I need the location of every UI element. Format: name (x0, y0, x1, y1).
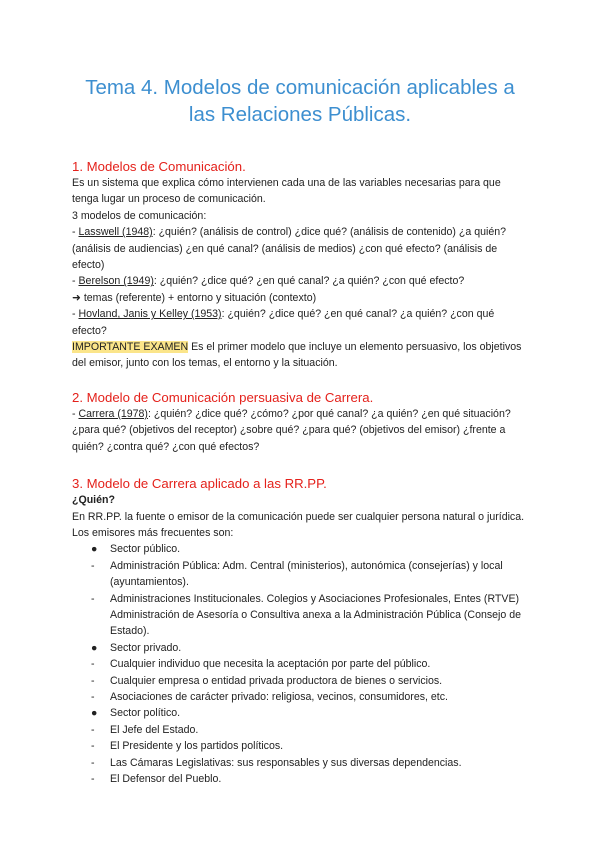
list-item (91, 738, 528, 754)
list-item-text: El Jefe del Estado. (110, 723, 199, 736)
list-item-text: Sector público. (110, 543, 181, 556)
dash-marker: - (91, 658, 95, 671)
model-carrera: - Carrera (1978): ¿quién? ¿dice qué? ¿cómo? ¿por qué canal? ¿a quién? ¿en qué situación? ¿para qué? (objetivos del receptor) ¿sobre qué? ¿para qué? (objetivos del emisor) ¿frente a quién? ¿contra qué? ¿con qué efectos? (72, 407, 511, 453)
dash-marker: - (91, 690, 95, 703)
list-item (91, 705, 528, 721)
title-line-2: las Relaciones Públicas. (188, 103, 412, 126)
hovland-reference: Hovland, Janis y Kelley (1953) (78, 308, 222, 321)
list-item-text: Administración Pública: Adm. Central (ministerios), autonómica (consejerías) y local (ayuntamientos). (110, 559, 503, 589)
list-item (91, 689, 528, 705)
section-2-heading: 2. Modelo de Comunicación persuasiva de Carrera. (72, 389, 374, 405)
bullet-marker: ● (91, 543, 98, 556)
important-text: Es el primer modelo que incluye un elemento persuasivo, los objetivos del emisor, junto con los temas, el entorno y la situación. (72, 341, 522, 370)
list-item-text: El Defensor del Pueblo. (110, 773, 222, 785)
dash-marker: - (91, 756, 95, 769)
lasswell-text: : ¿quién? (análisis de control) ¿dice qué? (análisis de contenido) ¿a quién? (análisis de audiencias) ¿en qué canal? (análisis de medios) ¿con qué efecto? (análisis de efecto) (72, 226, 507, 272)
dash-marker: - (91, 674, 95, 687)
list-item (91, 591, 528, 640)
dash-marker: - (91, 559, 95, 572)
berelson-text: : ¿quién? ¿dice qué? ¿en qué canal? ¿a quién? ¿con qué efecto? (153, 275, 465, 288)
berelson-reference: Berelson (1949) (78, 275, 154, 288)
list-item-text: Cualquier individuo que necesita la aceptación por parte del público. (110, 658, 431, 671)
list-item (91, 541, 528, 557)
list-item-text: Las Cámaras Legislativas: sus responsables y sus diversas dependencias. (110, 756, 462, 769)
important-note (72, 339, 528, 372)
list-item-text: Cualquier empresa o entidad privada productora de bienes o servicios. (110, 674, 443, 687)
list-item (91, 673, 528, 689)
dash-marker: - (91, 740, 95, 753)
section-1-count: 3 modelos de comunicación: (72, 209, 207, 222)
list-item-text: Sector político. (110, 707, 181, 720)
emitters-list (72, 541, 528, 787)
list-item (91, 558, 528, 591)
list-item (91, 640, 528, 656)
model-lasswell: - Lasswell (1948): ¿quién? (análisis de control) ¿dice qué? (análisis de contenido) ¿a quién? (análisis de audiencias) ¿en qué canal? (análisis de medios) ¿con qué efecto? (análisis de efecto) (72, 226, 507, 272)
berelson-arrow-note: ➜ temas (referente) + entorno y situación (contexto) (72, 291, 317, 304)
dash-marker: - (91, 592, 95, 605)
model-hovland: - Hovland, Janis y Kelley (1953): ¿quién? ¿dice qué? ¿en qué canal? ¿a quién? ¿con qué efecto? (72, 308, 495, 337)
section-1-heading: 1. Modelos de Comunicación. (72, 159, 246, 174)
list-item (91, 771, 528, 787)
model-berelson: - Berelson (1949): ¿quién? ¿dice qué? ¿en qué canal? ¿a quién? ¿con qué efecto? (72, 275, 465, 288)
dash-marker: - (91, 773, 95, 785)
lasswell-reference: Lasswell (1948) (78, 226, 153, 239)
list-item-text: El Presidente y los partidos políticos. (110, 740, 284, 753)
important-exam-highlight: IMPORTANTE EXAMEN (72, 341, 189, 354)
bullet-marker: ● (91, 707, 98, 720)
title-line-1: Tema 4. Modelos de comunicación aplicables a (85, 76, 515, 99)
dash-marker: - (91, 723, 95, 736)
hovland-text: : ¿quién? ¿dice qué? ¿en qué canal? ¿a quién? ¿con qué efecto? (72, 308, 495, 337)
carrera-text: : ¿quién? ¿dice qué? ¿cómo? ¿por qué canal? ¿a quién? ¿en qué situación? ¿para qué? (objetivos del receptor) ¿sobre qué? ¿para qué? (objetivos del emisor) ¿frente a quién? ¿contra qué? ¿con qué efectos? (72, 407, 511, 453)
document-title (72, 0, 528, 128)
list-item-text: Administraciones Institucionales. Colegios y Asociaciones Profesionales, Entes (RTVE) Administración de Asesoría o Consultiva anexa a la Administración Pública (Consejo de Estado). (110, 592, 522, 638)
section-3-subheading: ¿Quién? (72, 494, 115, 507)
carrera-reference: Carrera (1978) (78, 407, 148, 420)
list-item (91, 722, 528, 738)
section-3-intro: En RR.PP. la fuente o emisor de la comunicación puede ser cualquier persona natural o jurídica. Los emisores más frecuentes son: (72, 510, 525, 539)
section-1-intro: Es un sistema que explica cómo intervienen cada una de las variables necesarias para que tenga lugar un proceso de comunicación. (72, 177, 501, 206)
list-item-text: Sector privado. (110, 641, 182, 654)
list-item (91, 755, 528, 771)
bullet-marker: ● (91, 641, 98, 654)
section-3-heading: 3. Modelo de Carrera aplicado a las RR.PP. (72, 476, 327, 492)
list-item-text: Asociaciones de carácter privado: religiosa, vecinos, consumidores, etc. (110, 690, 448, 703)
list-item (91, 656, 528, 672)
